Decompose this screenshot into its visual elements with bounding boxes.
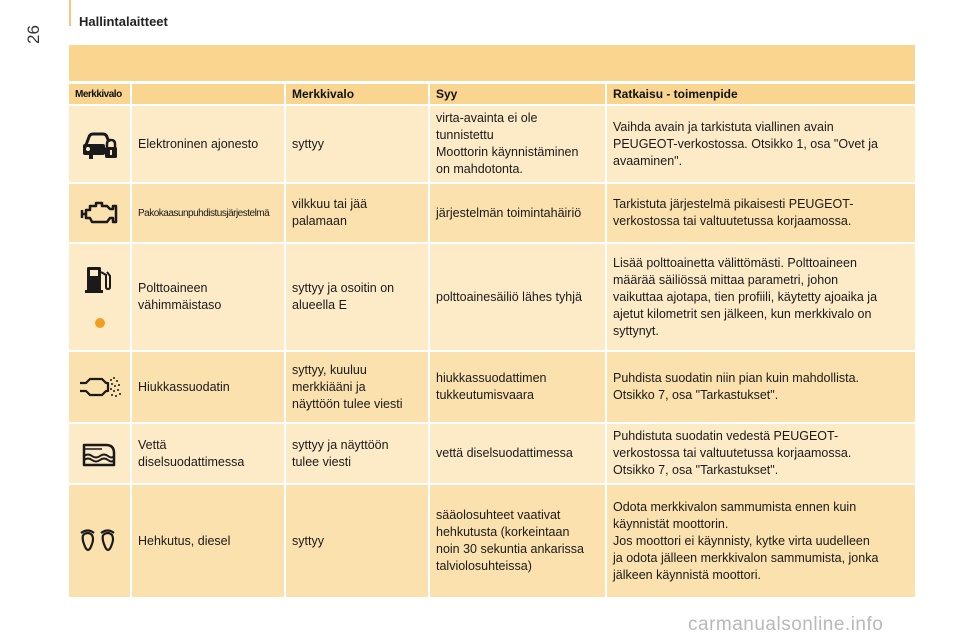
table-row bbox=[69, 424, 915, 483]
row-action-line: vaikuttaa ajotapa, tien profiili, käytetty ajoaika ja bbox=[613, 289, 878, 304]
row-cause-line: virta-avainta ei ole bbox=[436, 111, 538, 125]
row-action-line: ja odota jälleen merkkivalon sammumista, jonka bbox=[613, 550, 879, 565]
row-action-line: ajetut kilometrit sen jälkeen, kun merkkivalo on bbox=[613, 306, 872, 321]
fuel-warning-dot bbox=[94, 316, 106, 330]
row-action-line: PEUGEOT-verkostossa. Otsikko 1, osa "Ovet ja bbox=[613, 136, 878, 151]
row-state-line: merkkiääni ja bbox=[292, 379, 366, 394]
table-row bbox=[69, 106, 915, 182]
row-cause-line: tukkeutumisvaara bbox=[436, 388, 534, 402]
row-action-line: määrää säiliössä mittaa parametri, johon bbox=[613, 272, 839, 287]
row-name-line: diselsuodattimessa bbox=[138, 454, 245, 469]
immobiliser-icon bbox=[80, 136, 120, 150]
row-name-line: vähimmäistaso bbox=[138, 298, 222, 312]
row-action-line: Vaihda avain ja tarkistuta viallinen avain bbox=[613, 119, 834, 134]
table-row bbox=[69, 184, 915, 242]
row-name: Elektroninen ajonesto bbox=[132, 106, 286, 182]
row-cause-line: hehkutusta (korkeintaan bbox=[436, 525, 570, 539]
water-in-diesel-icon bbox=[80, 446, 120, 460]
header-cause: Syy bbox=[430, 84, 607, 104]
row-cause-line: vettä diselsuodattimessa bbox=[436, 446, 573, 460]
particle-filter-icon bbox=[78, 379, 122, 393]
row-action-line: jälkeen käynnistä moottori. bbox=[613, 567, 761, 582]
row-name-line: Hehkutus, diesel bbox=[138, 533, 231, 548]
row-action-line: Puhdistuta suodatin vedestä PEUGEOT- bbox=[613, 429, 839, 443]
engine-icon bbox=[80, 205, 120, 219]
header-band bbox=[69, 45, 915, 81]
row-cause-line: on mahdotonta. bbox=[436, 162, 523, 176]
row-action-line: Jos moottori ei käynnisty, kytke virta uudelleen bbox=[613, 533, 870, 548]
row-cause-line: hiukkassuodattimen bbox=[436, 371, 547, 385]
header-name bbox=[132, 84, 286, 104]
row-action-line: verkostossa tai valtuutetussa korjaamossa. bbox=[613, 446, 852, 460]
row-state-line: syttyy, kuuluu bbox=[292, 362, 367, 377]
page-number: 26 bbox=[24, 25, 43, 44]
row-action-line: Otsikko 7, osa "Tarkastukset". bbox=[613, 463, 779, 477]
row-cause-line: tunnistettu bbox=[436, 128, 494, 142]
row-state-line: syttyy ja näyttöön bbox=[292, 437, 389, 452]
row-action-line: verkostossa tai valtuutetussa korjaamossa. bbox=[613, 214, 852, 228]
table-row bbox=[69, 485, 915, 597]
row-state-line: vilkkuu tai jää bbox=[292, 197, 368, 211]
row-state-line: alueella E bbox=[292, 298, 347, 312]
table-row bbox=[69, 244, 915, 350]
section-title: Hallintalaitteet bbox=[79, 14, 168, 29]
row-name-line: Vettä bbox=[138, 437, 167, 452]
header-icon: Merkkivalo bbox=[69, 84, 132, 104]
row-action-line: Otsikko 7, osa "Tarkastukset". bbox=[613, 388, 779, 402]
row-name: Pakokaasunpuhdistusjärjestelmä bbox=[138, 208, 270, 219]
row-state-line: näyttöön tulee viesti bbox=[292, 396, 403, 411]
table-header-row bbox=[69, 84, 915, 104]
row-action-line: syttynyt. bbox=[613, 323, 659, 338]
glow-plug-icon bbox=[80, 533, 120, 547]
row-state-line: syttyy bbox=[292, 533, 324, 548]
row-action-line: Tarkistuta järjestelmä pikaisesti PEUGEOT- bbox=[613, 197, 854, 211]
row-state-line: tulee viesti bbox=[292, 454, 352, 469]
fuel-pump-icon bbox=[83, 281, 117, 295]
row-state-line: palamaan bbox=[292, 214, 347, 228]
row-action-line: Odota merkkivalon sammumista ennen kuin bbox=[613, 499, 857, 514]
watermark: carmanualsonline.info bbox=[688, 614, 884, 635]
row-action-line: Puhdista suodatin niin pian kuin mahdollista. bbox=[613, 371, 859, 385]
table-row bbox=[69, 352, 915, 422]
row-cause-line: polttoainesäiliö lähes tyhjä bbox=[436, 289, 582, 304]
row-name-line: Polttoaineen bbox=[138, 281, 208, 295]
header-state: Merkkivalo bbox=[286, 84, 430, 104]
row-cause-line: Moottorin käynnistäminen bbox=[436, 145, 579, 159]
row-action-line: avaaminen". bbox=[613, 153, 683, 168]
warning-lights-table bbox=[69, 82, 915, 599]
row-cause-line: noin 30 sekuntia ankarissa bbox=[436, 542, 585, 556]
header-action: Ratkaisu - toimenpide bbox=[607, 84, 915, 104]
row-action-line: käynnistät moottorin. bbox=[613, 516, 729, 531]
section-rule bbox=[69, 0, 71, 26]
row-cause-line: sääolosuhteet vaativat bbox=[436, 508, 561, 522]
row-cause-line: järjestelmän toimintahäiriö bbox=[436, 205, 582, 220]
row-action-line: Lisää polttoainetta välittömästi. Polttoaineen bbox=[613, 255, 857, 270]
row-name-line: Hiukkassuodatin bbox=[138, 379, 230, 394]
row-state-line: syttyy ja osoitin on bbox=[292, 281, 395, 295]
row-cause-line: talviolosuhteissa) bbox=[436, 559, 532, 573]
row-state: syttyy bbox=[286, 106, 430, 182]
